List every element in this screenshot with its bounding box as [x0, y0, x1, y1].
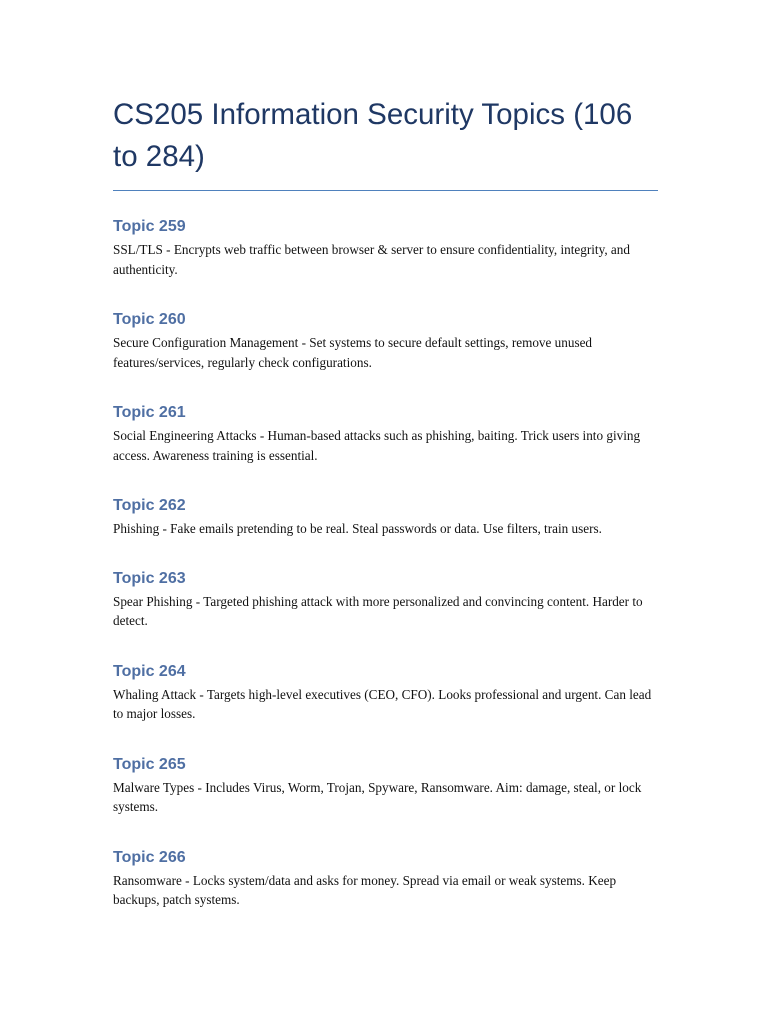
topic-section: [113, 496, 658, 539]
topic-heading: Topic 263: [113, 569, 186, 587]
topic-description: Social Engineering Attacks - Human-based attacks such as phishing, baiting. Trick users into giving access. Awareness training is essential.: [113, 428, 641, 463]
topic-description: Phishing - Fake emails pretending to be real. Steal passwords or data. Use filters, train users.: [113, 521, 602, 536]
topic-section: [113, 217, 658, 279]
topic-description: Spear Phishing - Targeted phishing attack with more personalized and convincing content. Harder to detect.: [113, 593, 643, 628]
topic-section: [113, 310, 658, 372]
topic-heading: Topic 259: [113, 218, 186, 235]
topic-list: [113, 217, 658, 910]
topic-heading: Topic 261: [113, 404, 186, 421]
topic-heading: Topic 265: [113, 755, 186, 773]
topic-section: [113, 755, 658, 817]
document-page: [113, 94, 658, 941]
topic-section: [113, 569, 658, 631]
topic-section: [113, 662, 658, 724]
topic-heading: Topic 264: [113, 662, 186, 680]
topic-description: Whaling Attack - Targets high-level executives (CEO, CFO). Looks professional and urgent. Can lead to major losses.: [113, 686, 652, 721]
topic-heading: Topic 266: [113, 848, 186, 866]
topic-section: [113, 403, 658, 465]
topic-description: Ransomware - Locks system/data and asks for money. Spread via email or weak systems. Keep backups, patch systems.: [113, 872, 617, 907]
topic-description: Secure Configuration Management - Set systems to secure default settings, remove unused features/services, regularly check configurations.: [113, 335, 593, 370]
topic-heading: Topic 260: [113, 311, 186, 328]
topic-description: Malware Types - Includes Virus, Worm, Trojan, Spyware, Ransomware. Aim: damage, steal, or lock systems.: [113, 779, 642, 814]
topic-heading: Topic 262: [113, 497, 186, 514]
topic-section: [113, 848, 658, 910]
document-title: CS205 Information Security Topics (106 to 284): [113, 94, 658, 191]
topic-description: SSL/TLS - Encrypts web traffic between browser & server to ensure confidentiality, integrity, and authenticity.: [113, 242, 630, 277]
